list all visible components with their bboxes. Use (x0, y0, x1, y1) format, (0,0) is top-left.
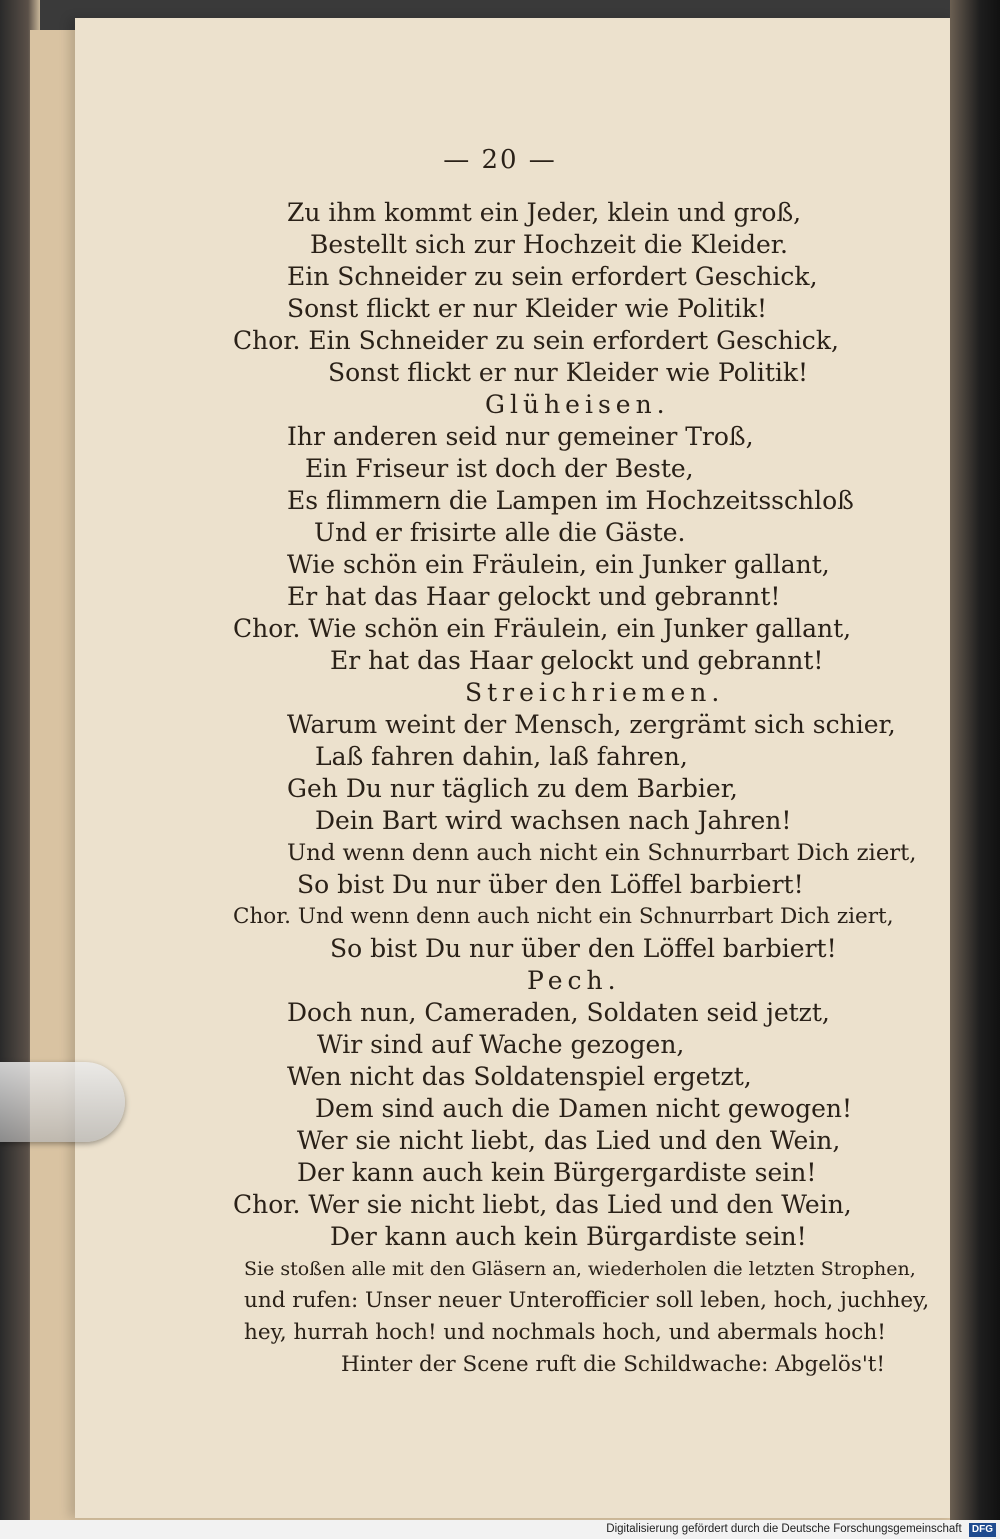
text-line: Ein Schneider zu sein erfordert Geschick, (287, 262, 818, 291)
text-line: Es flimmern die Lampen im Hochzeitsschloß (287, 486, 854, 515)
stage-direction-line: und rufen: Unser neuer Unterofficier soll leben, hoch, juchhey, (244, 1288, 930, 1313)
text-line: Wer sie nicht liebt, das Lied und den Wein, (297, 1126, 841, 1155)
text-line: Zu ihm kommt ein Jeder, klein und groß, (287, 198, 802, 227)
stage-direction-line: hey, hurrah hoch! und nochmals hoch, und abermals hoch! (244, 1320, 886, 1345)
text-line: Laß fahren dahin, laß fahren, (315, 742, 688, 771)
section-heading: Pech. (527, 966, 621, 995)
text-line: Doch nun, Cameraden, Soldaten seid jetzt, (287, 998, 830, 1027)
chorus-line: Chor. Wie schön ein Fräulein, ein Junker gallant, (233, 614, 852, 643)
text-line: Warum weint der Mensch, zergrämt sich schier, (287, 710, 896, 739)
text-line: Der kann auch kein Bürgardiste sein! (330, 1222, 807, 1251)
text-line: Der kann auch kein Bürgergardiste sein! (297, 1158, 817, 1187)
text-line: Wie schön ein Fräulein, ein Junker gallant, (287, 550, 830, 579)
page-clip-tab (0, 1062, 125, 1142)
text-line: Sonst flickt er nur Kleider wie Politik! (328, 358, 809, 387)
text-line: Sonst flickt er nur Kleider wie Politik! (287, 294, 768, 323)
chorus-line: Chor. Und wenn denn auch nicht ein Schnurrbart Dich ziert, (233, 904, 894, 929)
text-line: Und er frisirte alle die Gäste. (314, 518, 686, 547)
footer-text: Digitalisierung gefördert durch die Deutsche Forschungsgemeinschaft (606, 1523, 962, 1535)
page-number: — 20 — (443, 145, 557, 175)
right-page-edge (950, 0, 1000, 1539)
text-line: Ihr anderen seid nur gemeiner Troß, (287, 422, 754, 451)
text-line: Ein Friseur ist doch der Beste, (305, 454, 694, 483)
digitization-footer (0, 1520, 1000, 1539)
section-heading: Glüheisen. (485, 390, 670, 419)
chorus-line: Chor. Wer sie nicht liebt, das Lied und den Wein, (233, 1190, 852, 1219)
stage-direction-line: Hinter der Scene ruft die Schildwache: Abgelös't! (341, 1352, 886, 1377)
text-line: Dein Bart wird wachsen nach Jahren! (315, 806, 792, 835)
text-line: Wir sind auf Wache gezogen, (317, 1030, 685, 1059)
chorus-line: Chor. Ein Schneider zu sein erfordert Geschick, (233, 326, 839, 355)
text-line: Wen nicht das Soldatenspiel ergetzt, (287, 1062, 752, 1091)
section-heading: Streichriemen. (465, 678, 725, 707)
text-line: So bist Du nur über den Löffel barbiert! (297, 870, 804, 899)
text-line: Geh Du nur täglich zu dem Barbier, (287, 774, 738, 803)
text-line: Er hat das Haar gelockt und gebrannt! (287, 582, 781, 611)
stage-direction-line: Sie stoßen alle mit den Gläsern an, wiederholen die letzten Strophen, (244, 1258, 916, 1280)
text-line: So bist Du nur über den Löffel barbiert! (330, 934, 837, 963)
text-line: Dem sind auch die Damen nicht gewogen! (315, 1094, 853, 1123)
dfg-logo-icon: DFG (969, 1523, 996, 1537)
text-line: Er hat das Haar gelockt und gebrannt! (330, 646, 824, 675)
text-line: Bestellt sich zur Hochzeit die Kleider. (310, 230, 788, 259)
text-line: Und wenn denn auch nicht ein Schnurrbart Dich ziert, (287, 840, 917, 866)
